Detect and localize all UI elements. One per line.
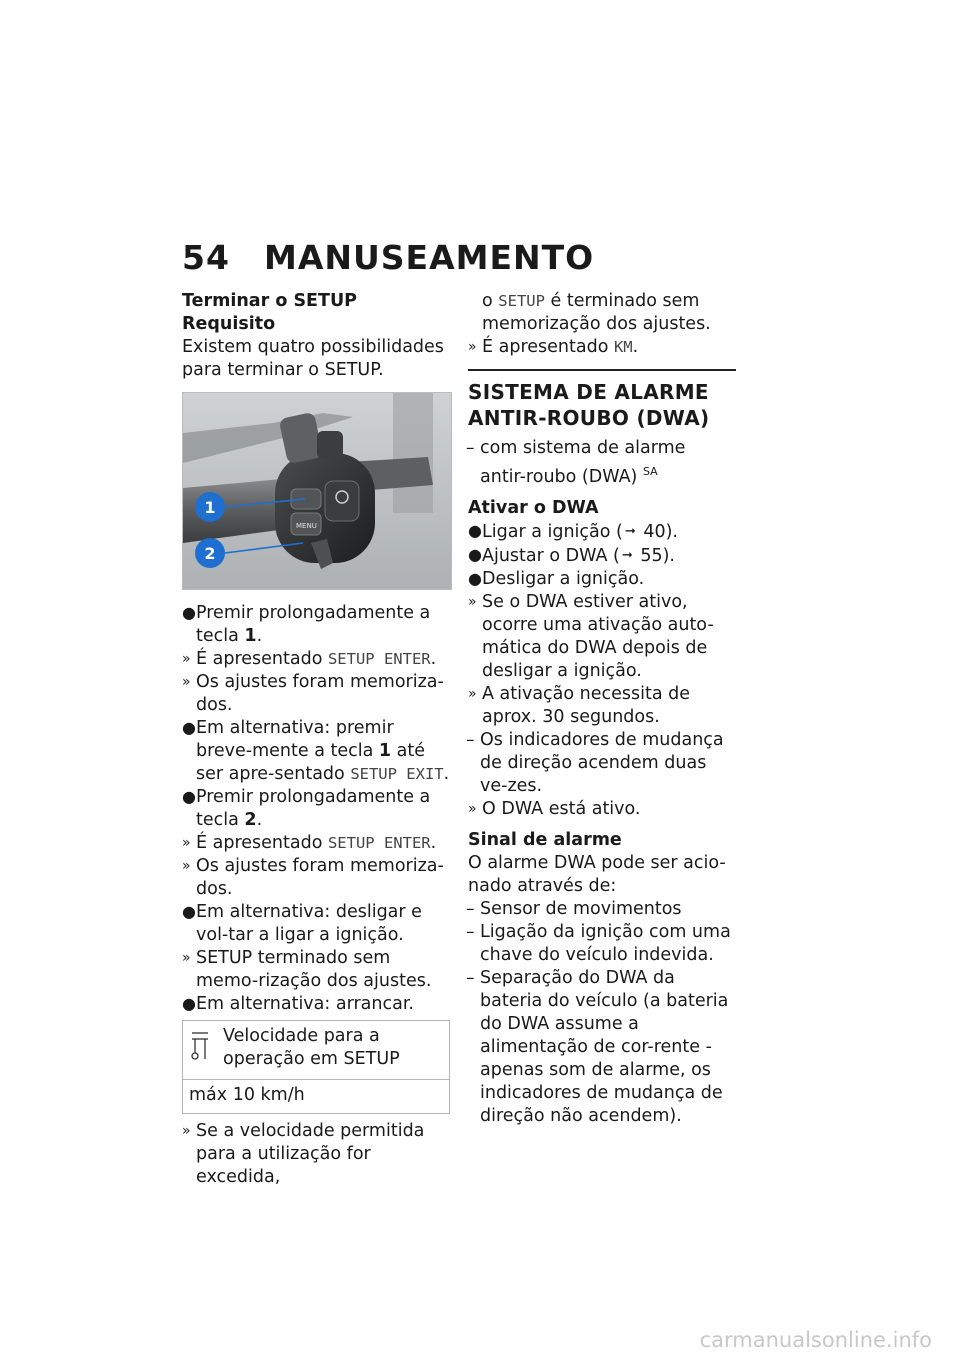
item-text: . [430,649,437,669]
item-text: Em alternativa: arrancar. [196,994,414,1014]
display-text: SETUP ENTER [327,650,431,668]
list-item [182,717,450,786]
item-text: . [430,833,437,853]
item-text: Se a velocidade permitida para a utilização for excedida, [196,1121,425,1187]
page-reference: 55 [634,545,663,566]
list-item [468,683,736,729]
dash-icon: – [466,729,475,750]
result-icon: » [468,800,477,817]
result-icon: » [468,685,477,702]
item-text: . [256,810,263,830]
bullet-icon: ● [468,568,482,588]
activate-list [468,520,736,821]
left-column [182,290,450,1189]
item-text: Ligar a ignição ( [482,521,623,542]
result-icon: » [182,858,191,874]
list-item [182,602,450,648]
result-icon: » [468,593,477,610]
item-text: A ativação necessita de aprox. 30 segundos. [482,683,691,727]
bullet-icon: ● [182,994,196,1013]
list-item [468,921,736,967]
item-text: SETUP terminado sem memo-rização dos ajustes. [196,948,432,991]
item-text: Ajustar o DWA ( [482,545,620,566]
list-item [468,544,736,568]
display-text: SETUP ENTER [327,834,431,852]
result-icon: » [182,835,191,851]
list-item [468,591,736,683]
bullet-icon: ● [468,520,482,540]
page-title: MANUSEAMENTO [264,238,595,277]
section-heading-terminar: Terminar o SETUP [182,291,357,311]
item-text: Premir prolongadamente a tecla [196,787,431,830]
speed-tool-icon [189,1025,223,1071]
item-text: . [256,626,263,646]
page-number: 54 [182,238,230,277]
menu-button-text: MENU [296,522,317,530]
page-reference-arrow-icon: ➞ [624,523,636,539]
list-item [468,729,736,798]
watermark: carmanualsonline.info [699,1328,932,1352]
dash-icon: – [466,438,475,458]
callout-2-label: 2 [204,544,216,563]
section-divider [468,369,736,371]
bullet-icon: ● [468,544,482,564]
dash-icon: – [466,967,475,988]
list-item [468,568,736,591]
item-text: ). [662,545,675,566]
handlebar-illustration [183,393,451,589]
activate-heading: Ativar o DWA [468,497,599,518]
item-text: É apresentado [196,649,328,669]
item-text: Se o DWA estiver ativo, ocorre uma ativação auto-mática do DWA depois de desligar a ignição. [482,591,714,681]
section-title-dwa: SISTEMA DE ALARME ANTIR-ROUBO (DWA) [468,380,710,430]
item-text: Desligar a ignição. [482,568,645,589]
page-reference-arrow-icon: ➞ [621,547,633,563]
bullet-icon: ● [182,902,196,921]
item-text: Em alternativa: desligar e vol-tar a ligar a ignição. [196,902,422,945]
dash-icon: – [466,898,475,919]
left-after-list [182,1120,450,1189]
list-item [468,798,736,821]
spec-table [182,1020,450,1114]
item-text: . [443,764,450,784]
bullet-icon: ● [182,787,196,806]
item-text: Os ajustes foram memoriza-dos. [196,672,444,715]
continuation-result: » É apresentado KM. [468,337,639,357]
list-item [182,832,450,855]
list-item [182,993,450,1016]
list-item [468,520,736,544]
list-item [468,967,736,1128]
spec-label-row [183,1021,449,1080]
key-number: 2 [244,810,257,830]
item-text: Ligação da ignição com uma chave do veículo indevida. [480,921,731,965]
list-item [182,786,450,832]
item-text: Premir prolongadamente a tecla [196,603,431,646]
item-text: Sensor de movimentos [480,898,682,919]
result-icon: » [468,339,477,355]
item-text: Separação do DWA da bateria do veículo (a bateria do DWA assume a alimentação de cor-rente - apenas som de alarme, os indicadores de mudança de direção não acendem). [480,967,729,1126]
result-icon: » [182,950,191,966]
display-text: SETUP EXIT [350,765,444,783]
list-item [182,1120,450,1189]
handlebar-photo [182,392,452,590]
result-icon: » [182,1123,191,1139]
spec-value: máx 10 km/h [189,1085,305,1105]
list-item [468,898,736,921]
callout-1-label: 1 [204,498,216,517]
spec-label: Velocidade para a operação em SETUP [223,1026,400,1069]
list-item [182,671,450,717]
list-item [182,947,450,993]
item-text: Em alternativa: premir breve-mente a tecla [196,718,394,761]
alarm-heading: Sinal de alarme [468,829,622,850]
requisite-text: Existem quatro possibilidades para terminar o SETUP. [182,337,444,380]
list-item [182,855,450,901]
item-text: ). [665,521,678,542]
key-number: 1 [378,741,392,761]
bullet-icon: ● [182,603,196,622]
item-text: Os indicadores de mudança de direção acendem duas ve-zes. [480,729,724,796]
alarm-list [468,898,736,1128]
item-text: É apresentado [196,833,328,853]
item-text: O DWA está ativo. [482,798,641,819]
list-item [182,901,450,947]
result-icon: » [182,651,191,667]
page-reference: 40 [637,521,666,542]
list-item [182,648,450,671]
right-column [468,290,736,1128]
item-text: Os ajustes foram memoriza-dos. [196,856,444,899]
key-number: 1 [244,626,257,646]
alarm-text: O alarme DWA pode ser acio-nado através de: [468,852,726,896]
left-instruction-list [182,602,450,1016]
result-icon: » [182,674,191,690]
bullet-icon: ● [182,718,196,737]
page-header [182,238,594,277]
continuation-text: o SETUP é terminado sem memorização dos ajustes. [482,291,711,334]
equipment-note: – com sistema de alarme antir-roubo (DWA) $^{SA}$ [466,438,686,487]
item-text: até ser apre-sentado [196,741,426,784]
requisite-heading: Requisito [182,314,276,334]
dash-icon: – [466,921,475,942]
